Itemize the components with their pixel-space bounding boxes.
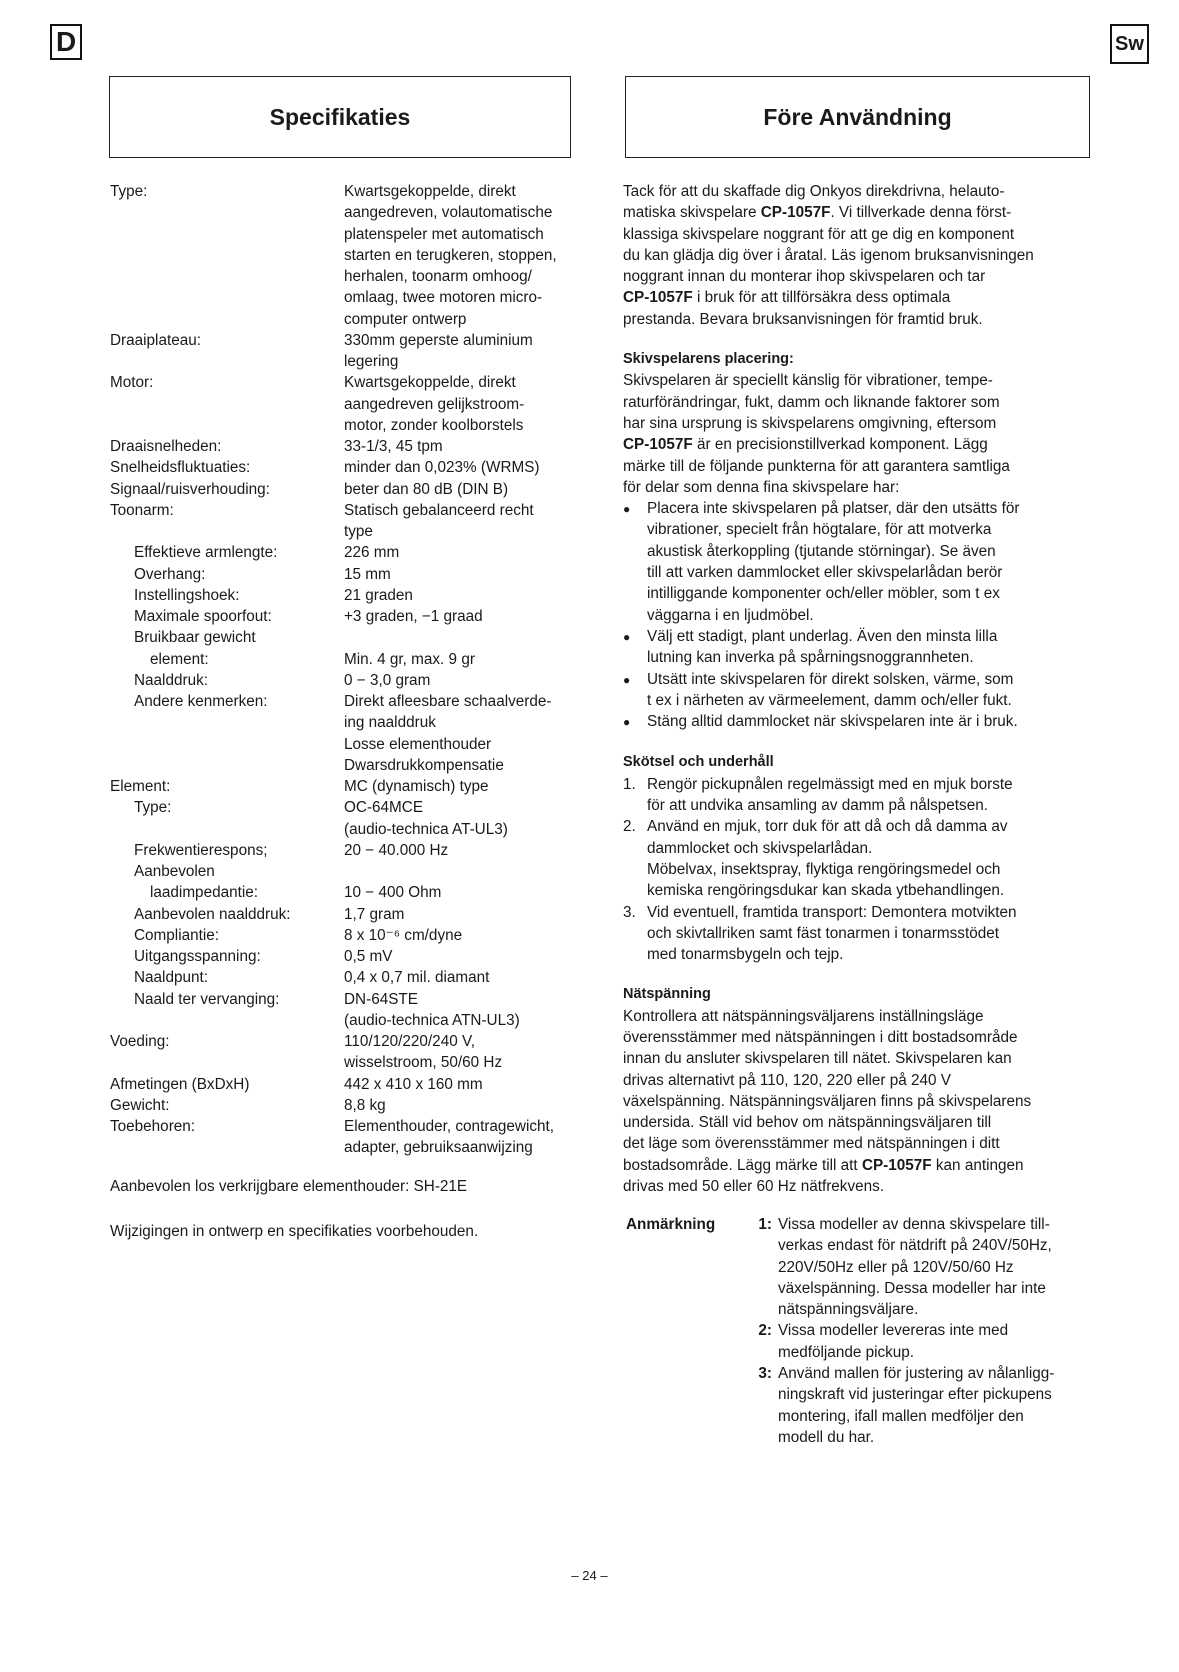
language-tag-dutch: D	[50, 24, 82, 60]
spec-label: Naald ter vervanging:	[134, 990, 280, 1008]
bullet-line: Utsätt inte skivspelaren för direkt solsken, värme, som	[647, 670, 1014, 688]
spec-value-line	[344, 861, 610, 882]
spec-value	[344, 564, 610, 585]
page-number: – 24 –	[571, 1568, 608, 1583]
remark-label	[626, 1427, 750, 1448]
bullet-item	[623, 669, 1091, 712]
remark-label: Anmärkning	[626, 1216, 716, 1233]
remark-text: Vissa modeller levereras inte med	[778, 1322, 1009, 1340]
remark-line-row	[626, 1406, 1096, 1427]
language-tag-swedish: Sw	[1110, 24, 1149, 64]
spec-label: Draaisnelheden:	[110, 438, 222, 455]
spec-value-line: 8 x 10⁻⁶ cm/dyne	[344, 926, 463, 944]
remark-label	[626, 1320, 750, 1341]
bullet-text	[647, 669, 1091, 712]
remark-label	[626, 1235, 750, 1256]
power-line: undersida. Ställ vid behov om nätspänningsväljaren till	[623, 1114, 992, 1132]
spec-note-changes: Wijzigingen in ontwerp en specifikaties voorbehouden.	[110, 1223, 479, 1240]
remark-number	[750, 1278, 778, 1299]
specifications-table	[110, 181, 610, 1159]
spec-label: Toebehoren:	[110, 1118, 196, 1135]
spec-row	[110, 436, 610, 457]
spec-value-line: Statisch gebalanceerd recht	[344, 501, 534, 519]
power-line: det läge som överensstämmer med nätspänningen i ditt	[623, 1135, 1000, 1153]
spec-row	[110, 882, 610, 903]
spec-value	[344, 436, 610, 457]
spec-row	[110, 181, 610, 330]
spec-value-line: 0,4 x 0,7 mil. diamant	[344, 969, 490, 987]
spec-value	[344, 797, 610, 840]
spec-row	[110, 1116, 610, 1159]
bullet-line: väggarna i en ljudmöbel.	[647, 606, 814, 624]
power-paragraph: Kontrollera att nätspänningsväljarens inställningsläge överensstämmer med nätspänningen i ditt bostadsområde innan du ansluter skivspelaren till nätet. Skivspelaren kan drivas alternativt på 110, 120, 220 eller på 240 V växelspänning. Nätspänningsväljaren finns på skivspelarens undersida. Ställ vid behov om nätspänningsväljaren till det läge som överensstämmer med nätspänningen i ditt bostadsområde. Lägg märke till att CP-1057F kan antingen drivas med 50 eller 60 Hz nätfrekvens.	[623, 1007, 1032, 1196]
remark-label	[626, 1278, 750, 1299]
remark-text: Använd mallen för justering av nålanligg-	[778, 1365, 1055, 1383]
care-line: Möbelvax, insektspray, flyktiga rengöringsmedel och	[647, 860, 1001, 878]
spec-row	[110, 542, 610, 563]
spec-value-line: omlaag, twee motoren micro-	[344, 289, 543, 307]
spec-row	[110, 585, 610, 606]
care-item-number: 1.	[623, 775, 636, 793]
bullet-line: till att varken dammlocket eller skivspelarlådan berör	[647, 564, 1003, 582]
care-item-text	[647, 774, 1091, 817]
spec-value	[344, 649, 610, 670]
spec-label: Voeding:	[110, 1033, 170, 1050]
bullet-item	[623, 498, 1091, 626]
remark-text: 220V/50Hz eller på 120V/50/60 Hz	[778, 1258, 1014, 1276]
remark-number	[750, 1342, 778, 1363]
spec-value-line: 0,5 mV	[344, 948, 393, 965]
bullet-line: Välj ett stadigt, plant underlag. Även den minsta lilla	[647, 627, 998, 645]
remark-text: montering, ifall mallen medföljer den	[778, 1407, 1024, 1425]
spec-value	[344, 181, 610, 330]
care-item	[623, 902, 1091, 966]
spec-label: Draaiplateau:	[110, 331, 201, 349]
remark-label	[626, 1406, 750, 1427]
care-item-number: 3.	[623, 903, 636, 921]
remark-number: 1:	[758, 1216, 772, 1233]
care-item-text	[647, 902, 1091, 966]
remark-number	[750, 1406, 778, 1427]
spec-value-line: aangedreven gelijkstroom-	[344, 395, 525, 413]
bullet-item	[623, 711, 1091, 733]
care-item-text	[647, 816, 1091, 901]
spec-row	[110, 564, 610, 585]
placement-bullet-list	[623, 498, 1091, 733]
spec-row	[110, 606, 610, 627]
bullet-dot-icon: ●	[623, 715, 631, 730]
remark-label	[626, 1384, 750, 1405]
remark-line-row	[626, 1320, 1096, 1341]
spec-value	[344, 457, 610, 478]
spec-value-line: 110/120/220/240 V,	[344, 1033, 476, 1050]
remark-text: modell du har.	[778, 1428, 875, 1446]
remark-line-row	[626, 1235, 1096, 1256]
remark-text: växelspänning. Dessa modeller har inte	[778, 1279, 1046, 1297]
spec-value	[344, 500, 610, 543]
care-line: med tonarmsbygeln och tejp.	[647, 946, 844, 964]
spec-value-line: aangedreven, volautomatische	[344, 204, 553, 222]
remark-line-row	[626, 1299, 1096, 1320]
remark-line-row	[626, 1363, 1096, 1384]
spec-row	[110, 989, 610, 1032]
spec-label: Motor:	[110, 374, 154, 392]
spec-value	[344, 946, 610, 967]
remarks-list	[626, 1214, 1096, 1448]
spec-value	[344, 330, 610, 373]
spec-value-line: OC-64MCE	[344, 799, 424, 817]
spec-value-line: MC (dynamisch) type	[344, 778, 489, 795]
spec-label: Signaal/ruisverhouding:	[110, 480, 270, 498]
remark-text: ningskraft vid justeringar efter pickupens	[778, 1386, 1052, 1404]
bullet-line: intilliggande komponenter och/eller möbler, som t ex	[647, 585, 1000, 603]
spec-label: Snelheidsfluktuaties:	[110, 459, 251, 477]
spec-value	[344, 606, 610, 627]
care-line: dammlocket och skivspelarlådan.	[647, 839, 873, 857]
power-line: växelspänning. Nätspänningsväljaren finns på skivspelarens	[623, 1092, 1032, 1110]
care-line: Använd en mjuk, torr duk för att då och då damma av	[647, 818, 1008, 836]
bullet-line: akustisk återkoppling (tjutande störningar). Se även	[647, 542, 996, 560]
spec-value	[344, 989, 610, 1032]
spec-row	[110, 967, 610, 988]
spec-label: Naaldpunt:	[134, 969, 208, 987]
power-line: Kontrollera att nätspänningsväljarens inställningsläge	[623, 1007, 984, 1025]
spec-row	[110, 1031, 610, 1074]
spec-value-line: 21 graden	[344, 586, 413, 604]
placement-title: Skivspelarens placering:	[623, 351, 794, 368]
spec-row	[110, 776, 610, 797]
spec-row	[110, 925, 610, 946]
spec-value-line: Losse elementhouder	[344, 735, 492, 753]
spec-value-line: platenspeler met automatisch	[344, 225, 544, 243]
spec-value	[344, 1031, 610, 1074]
spec-label: Aanbevolen	[134, 863, 215, 880]
spec-row	[110, 372, 610, 436]
spec-value-line: 226 mm	[344, 544, 400, 562]
spec-value-line: herhalen, toonarm omhoog/	[344, 268, 532, 285]
spec-value-line: 33-1/3, 45 tpm	[344, 438, 443, 455]
spec-value-line: Direkt afleesbare schaalverde-	[344, 693, 552, 710]
spec-value	[344, 925, 610, 946]
care-line: Vid eventuell, framtida transport: Demontera motvikten	[647, 903, 1017, 921]
remark-number: 3:	[758, 1365, 772, 1383]
spec-value-line: motor, zonder koolborstels	[344, 416, 524, 434]
spec-value	[344, 1095, 610, 1116]
remark-line-row	[626, 1427, 1096, 1448]
spec-value-line: 15 mm	[344, 565, 391, 583]
spec-value-line: Kwartsgekoppelde, direkt	[344, 183, 516, 200]
bullet-line: t ex i närheten av värmeelement, damm och/eller fukt.	[647, 691, 1012, 709]
spec-label: Uitgangsspanning:	[134, 948, 261, 965]
spec-label: Type:	[134, 799, 172, 817]
spec-value	[344, 542, 610, 563]
spec-value-line: minder dan 0,023% (WRMS)	[344, 459, 540, 477]
spec-row	[110, 1095, 610, 1116]
spec-label: Instellingshoek:	[134, 586, 240, 604]
remark-text: nätspänningsväljare.	[778, 1301, 919, 1319]
spec-label: laadimpedantie:	[150, 884, 259, 902]
remark-text: Vissa modeller av denna skivspelare till-	[778, 1216, 1050, 1233]
spec-value-line: Dwarsdrukkompensatie	[344, 756, 504, 774]
specifications-heading: Specifikaties	[109, 76, 571, 158]
spec-value-line: adapter, gebruiksaanwijzing	[344, 1139, 533, 1157]
spec-value-line: 0 − 3,0 gram	[344, 671, 431, 689]
power-line: drivas alternativt på 110, 120, 220 eller på 240 V	[623, 1071, 951, 1089]
remark-number	[750, 1384, 778, 1405]
spec-row	[110, 479, 610, 500]
bullet-text	[647, 711, 1091, 733]
spec-label: Maximale spoorfout:	[134, 608, 272, 625]
spec-value-line: +3 graden, −1 graad	[344, 608, 483, 625]
spec-label: Andere kenmerken:	[134, 693, 268, 710]
spec-row	[110, 649, 610, 670]
remark-number	[750, 1235, 778, 1256]
spec-value-line: wisselstroom, 50/60 Hz	[344, 1054, 503, 1072]
power-line: överensstämmer med nätspänningen i ditt bostadsområde	[623, 1028, 1018, 1046]
spec-label: Compliantie:	[134, 926, 220, 944]
spec-label: Toonarm:	[110, 501, 174, 519]
before-use-heading: Före Användning	[625, 76, 1090, 158]
remark-text: medföljande pickup.	[778, 1343, 915, 1361]
remark-line-row	[626, 1214, 1096, 1235]
care-list	[623, 774, 1091, 966]
bullet-text	[647, 498, 1091, 626]
remark-line-row	[626, 1257, 1096, 1278]
heading-rule-right	[625, 157, 1088, 158]
care-line: för att undvika ansamling av damm på nålspetsen.	[647, 797, 988, 815]
care-line: och skivtallriken samt fäst tonarmen i tonarmsstödet	[647, 924, 999, 942]
remark-number	[750, 1257, 778, 1278]
spec-row	[110, 840, 610, 861]
spec-value-line: 8,8 kg	[344, 1096, 386, 1114]
remark-line-row	[626, 1342, 1096, 1363]
spec-value-line: 1,7 gram	[344, 905, 405, 923]
care-line: kemiska rengöringsdukar kan skada ytbehandlingen.	[647, 882, 1005, 900]
spec-label: Gewicht:	[110, 1096, 170, 1114]
spec-row	[110, 457, 610, 478]
remark-label	[626, 1342, 750, 1363]
spec-row	[110, 500, 610, 543]
remark-label	[626, 1299, 750, 1320]
spec-label: Naalddruk:	[134, 671, 208, 689]
spec-value-line: starten en terugkeren, stoppen,	[344, 246, 557, 264]
spec-value-line: 330mm geperste aluminium	[344, 331, 533, 349]
spec-value-line: 10 − 400 Ohm	[344, 884, 442, 902]
spec-value-line: DN-64STE	[344, 990, 418, 1008]
bullet-line: lutning kan inverka på spårningsnoggrannheten.	[647, 649, 974, 667]
spec-value	[344, 861, 610, 882]
care-item-number: 2.	[623, 818, 636, 836]
spec-row	[110, 904, 610, 925]
care-line: Rengör pickupnålen regelmässigt med en mjuk borste	[647, 775, 1013, 793]
remark-line-row	[626, 1278, 1096, 1299]
spec-value-line: computer ontwerp	[344, 310, 467, 328]
spec-value-line: (audio-technica AT-UL3)	[344, 820, 508, 838]
spec-value	[344, 1074, 610, 1095]
spec-label: element:	[150, 650, 209, 668]
spec-label: Overhang:	[134, 565, 206, 583]
spec-value	[344, 904, 610, 925]
spec-value	[344, 670, 610, 691]
spec-value-line: (audio-technica ATN-UL3)	[344, 1011, 520, 1029]
spec-value-line: legering	[344, 353, 399, 370]
spec-row	[110, 1074, 610, 1095]
spec-label: Effektieve armlengte:	[134, 544, 278, 562]
spec-value-line: Elementhouder, contragewicht,	[344, 1118, 555, 1135]
bullet-dot-icon: ●	[623, 502, 631, 517]
spec-row	[110, 861, 610, 882]
remark-label	[626, 1257, 750, 1278]
spec-value	[344, 691, 610, 776]
remark-number: 2:	[758, 1322, 772, 1340]
spec-value	[344, 967, 610, 988]
care-item	[623, 816, 1091, 901]
remark-text: verkas endast för nätdrift på 240V/50Hz,	[778, 1237, 1052, 1255]
spec-value	[344, 479, 610, 500]
spec-value-line: type	[344, 523, 373, 540]
power-title: Nätspänning	[623, 986, 711, 1003]
spec-value	[344, 1116, 610, 1159]
spec-value-line: 20 − 40.000 Hz	[344, 841, 449, 859]
spec-row	[110, 946, 610, 967]
remark-line-row	[626, 1384, 1096, 1405]
spec-note-holder: Aanbevolen los verkrijgbare elementhouder: SH-21E	[110, 1178, 468, 1195]
spec-value-line: Kwartsgekoppelde, direkt	[344, 374, 516, 392]
spec-label: Afmetingen (BxDxH)	[110, 1075, 250, 1093]
care-title: Skötsel och underhåll	[623, 754, 774, 771]
spec-row	[110, 797, 610, 840]
bullet-dot-icon: ●	[623, 672, 631, 687]
bullet-item	[623, 626, 1091, 669]
spec-row	[110, 627, 610, 648]
spec-row	[110, 670, 610, 691]
spec-value	[344, 627, 610, 648]
bullet-line: Placera inte skivspelaren på platser, där den utsätts för	[647, 500, 1020, 518]
spec-value	[344, 840, 610, 861]
spec-value-line: beter dan 80 dB (DIN B)	[344, 480, 509, 498]
spec-label: Type:	[110, 183, 148, 200]
spec-value	[344, 776, 610, 797]
bullet-line: Stäng alltid dammlocket när skivspelaren inte är i bruk.	[647, 713, 1018, 731]
spec-label: Element:	[110, 778, 171, 795]
spec-value-line	[344, 627, 610, 648]
spec-value-line: Min. 4 gr, max. 9 gr	[344, 650, 475, 668]
spec-value	[344, 585, 610, 606]
power-line: innan du ansluter skivspelaren till nätet. Skivspelaren kan	[623, 1050, 1012, 1068]
bullet-dot-icon: ●	[623, 629, 631, 644]
intro-paragraph: Tack för att du skaffade dig Onkyos direkdrivna, helauto- matiska skivspelare CP-1057F. Vi tillverkade denna först- klassiga skivspelare noggrant för att ge dig en komponent du kan glädja dig över i åratal. Läs igenom bruksanvisningen noggrant innan du monterar ihop skivspelaren och tar CP-1057F i bruk för att tillförsäkra dess optimala prestanda. Bevara bruksanvisningen för framtid bruk.	[623, 183, 1034, 328]
bullet-line: vibrationer, specielt från högtalare, för att motverka	[647, 521, 992, 539]
remark-label	[626, 1363, 750, 1384]
spec-label: Frekwentierespons;	[134, 841, 268, 859]
spec-label: Bruikbaar gewicht	[134, 629, 256, 647]
remark-number	[750, 1299, 778, 1320]
heading-rule-left	[109, 157, 569, 158]
remark-number	[750, 1427, 778, 1448]
spec-value-line: ing naalddruk	[344, 714, 436, 732]
bullet-text	[647, 626, 1091, 669]
care-item	[623, 774, 1091, 817]
spec-row	[110, 330, 610, 373]
spec-row	[110, 691, 610, 776]
spec-value-line: 442 x 410 x 160 mm	[344, 1075, 483, 1093]
spec-value	[344, 372, 610, 436]
spec-label: Aanbevolen naalddruk:	[134, 905, 291, 923]
spec-value	[344, 882, 610, 903]
placement-paragraph: Skivspelaren är speciellt känslig för vibrationer, tempe- raturförändringar, fukt, damm och liknande faktorer som har sina ursprung is skivspelarens omgivning, eftersom CP-1057F är en precisionstillverkad komponent. Lägg märke till de följande punkterna för att garantera samtliga för delar som denna fina skivspelare har:	[623, 372, 1010, 496]
right-column	[623, 181, 1091, 1197]
